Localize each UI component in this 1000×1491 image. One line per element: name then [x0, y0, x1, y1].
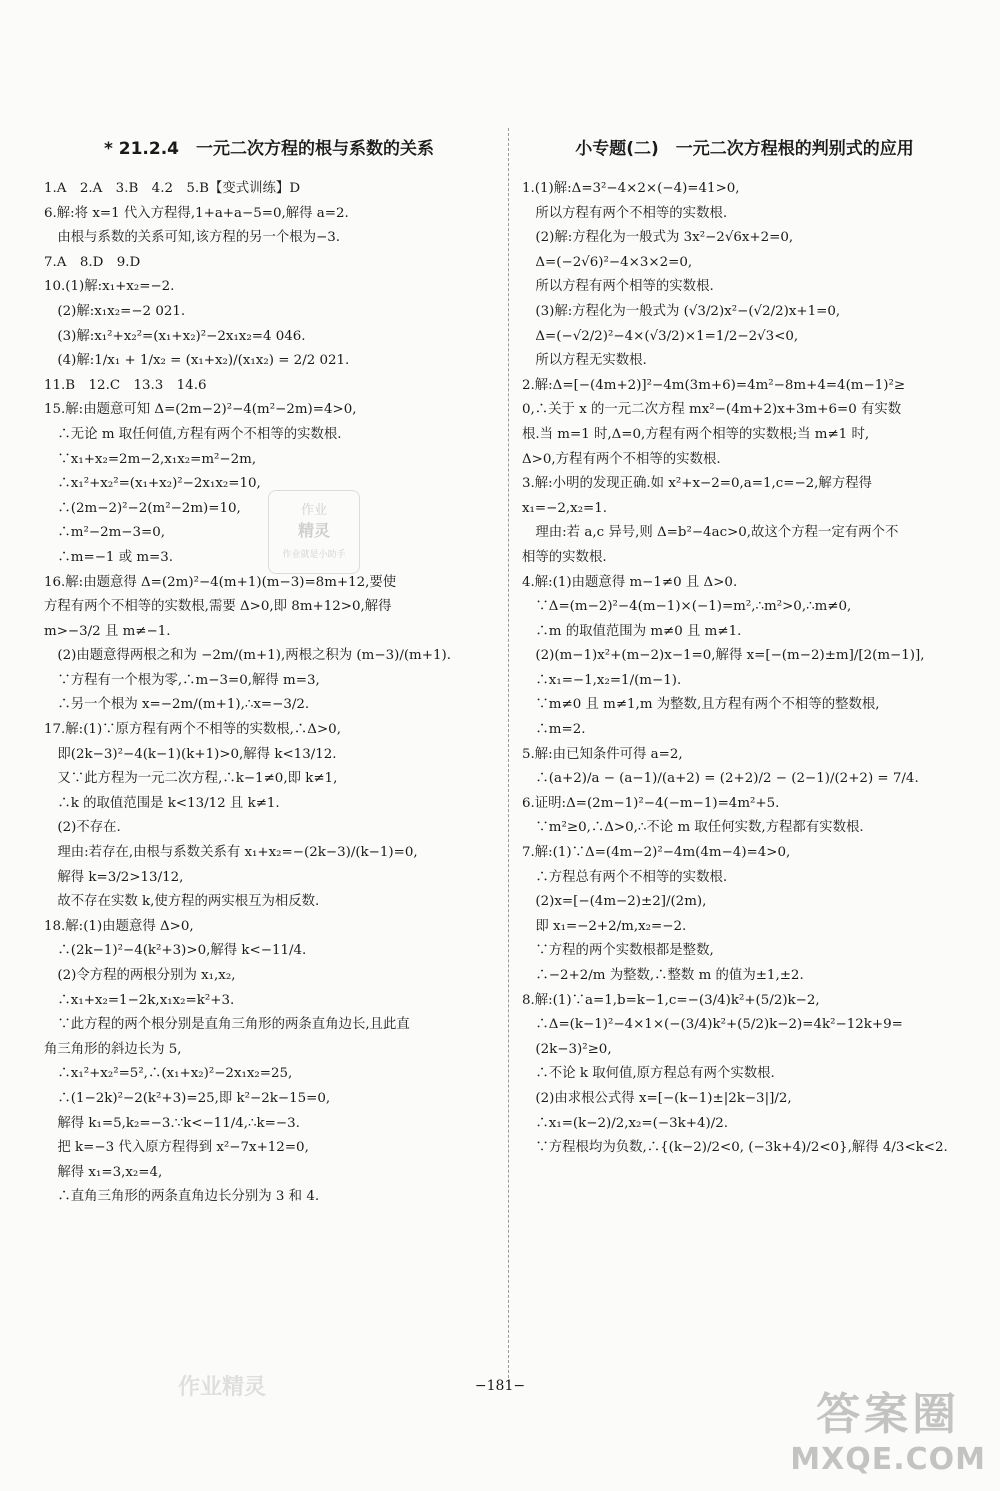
left-line: ∵方程有一个根为零,∴m−3=0,解得 m=3, — [44, 672, 320, 688]
site-watermark — [790, 1378, 986, 1477]
left-line: ∴m²−2m−3=0, — [44, 525, 166, 541]
left-line: ∵此方程的两个根分别是直角三角形的两条直角边长,且此直 — [44, 1017, 410, 1033]
left-line: ∴x₁²+x₂²=5²,∴(x₁+x₂)²−2x₁x₂=25, — [44, 1066, 293, 1082]
section-heading-right: 小专题(二) 一元二次方程根的判别式的应用 — [575, 139, 914, 159]
right-line: (2)解:方程化为一般式为 3x²−2√6x+2=0, — [522, 230, 794, 246]
left-line: (2)不存在. — [44, 820, 121, 836]
left-line: 把 k=−3 代入原方程得到 x²−7x+12=0, — [44, 1140, 309, 1156]
right-line: (2)x=[−(4m−2)±2]/(2m), — [522, 894, 707, 910]
right-line: ∴(a+2)/a − (a−1)/(a+2) = (2+2)/2 − (2−1)/(2+2) = 7/4. — [522, 771, 919, 787]
left-line: ∴无论 m 取任何值,方程有两个不相等的实数根. — [44, 426, 342, 442]
left-line: 18.解:(1)由题意得 Δ>0, — [44, 918, 194, 934]
left-line: ∵x₁+x₂=2m−2,x₁x₂=m²−2m, — [44, 451, 257, 467]
right-line: 2.解:Δ=[−(4m+2)]²−4m(3m+6)=4m²−8m+4=4(m−1)²≥ — [522, 377, 906, 393]
right-column — [522, 128, 967, 1161]
right-line: 0,∴关于 x 的一元二次方程 mx²−(4m+2)x+3m+6=0 有实数 — [522, 402, 902, 418]
right-line: 所以方程有两个不相等的实数根. — [522, 205, 728, 221]
right-line: ∵方程的两个实数根都是整数, — [522, 943, 714, 959]
left-line: 方程有两个不相等的实数根,需要 Δ>0,即 8m+12>0,解得 — [44, 599, 392, 615]
stamp-line-1: 作业 — [300, 503, 327, 518]
left-line: 理由:若存在,由根与系数关系有 x₁+x₂=−(2k−3)/(k−1)=0, — [44, 845, 418, 861]
right-line: ∴不论 k 取何值,原方程总有两个实数根. — [522, 1066, 775, 1082]
section-heading-left: * 21.2.4 一元二次方程的根与系数的关系 — [103, 139, 435, 159]
left-answer-lines — [44, 177, 494, 1210]
right-line: (2k−3)²≥0, — [522, 1041, 612, 1057]
left-line: 11.B 12.C 13.3 14.6 — [44, 377, 207, 393]
stamp-line-2: 精灵 — [297, 521, 330, 540]
left-line: 解得 k=3/2>13/12, — [44, 869, 184, 885]
right-line: Δ=(−2√6)²−4×3×2=0, — [522, 254, 693, 270]
right-line: ∴−2+2/m 为整数,∴整数 m 的值为±1,±2. — [522, 968, 804, 983]
right-line: ∴x₁=(k−2)/2,x₂=(−3k+4)/2. — [522, 1115, 728, 1131]
right-line: (2)由求根公式得 x=[−(k−1)±|2k−3|]/2, — [522, 1090, 792, 1106]
left-line: m>−3/2 且 m≠−1. — [44, 623, 171, 639]
faint-watermark-left: 作业精灵 — [178, 1375, 267, 1400]
watermark-url: MXQE.COM — [790, 1442, 986, 1477]
watermark-title: 答案圈 — [816, 1389, 961, 1440]
left-line: (2)令方程的两根分别为 x₁,x₂, — [44, 968, 236, 983]
right-line: 所以方程无实数根. — [522, 353, 647, 369]
stamp-watermark — [268, 490, 360, 574]
right-line: 1.(1)解:Δ=3²−4×2×(−4)=41>0, — [522, 181, 740, 196]
right-answer-lines — [522, 177, 967, 1161]
left-line: 解得 k₁=5,k₂=−3.∵k<−11/4,∴k=−3. — [44, 1115, 300, 1131]
column-divider — [508, 128, 509, 1383]
right-line: 根.当 m=1 时,Δ=0,方程有两个相等的实数根;当 m≠1 时, — [522, 426, 870, 442]
stamp-line-3: 作业就是小助手 — [282, 550, 346, 560]
left-line: ∴x₁+x₂=1−2k,x₁x₂=k²+3. — [44, 992, 235, 1008]
left-line: (2)由题意得两根之和为 −2m/(m+1),两根之积为 (m−3)/(m+1). — [44, 648, 451, 664]
left-line: ∴直角三角形的两条直角边长分别为 3 和 4. — [44, 1189, 320, 1205]
left-line: 故不存在实数 k,使方程的两实根互为相反数. — [44, 894, 320, 910]
left-line: ∴(2k−1)²−4(k²+3)>0,解得 k<−11/4. — [44, 943, 307, 959]
right-line: ∴x₁=−1,x₂=1/(m−1). — [522, 672, 682, 688]
right-line: ∵m²≥0,∴Δ>0,∴不论 m 取任何实数,方程都有实数根. — [522, 820, 864, 836]
left-line: (4)解:1/x₁ + 1/x₂ = (x₁+x₂)/(x₁x₂) = 2/2 021. — [44, 353, 350, 369]
left-line: 由根与系数的关系可知,该方程的另一个根为−3. — [44, 230, 341, 246]
left-line: 又∵此方程为一元二次方程,∴k−1≠0,即 k≠1, — [44, 771, 338, 787]
left-line: ∴另一个根为 x=−2m/(m+1),∴x=−3/2. — [44, 697, 310, 713]
left-column — [44, 128, 494, 1210]
right-line: 6.证明:Δ=(2m−1)²−4(−m−1)=4m²+5. — [522, 795, 780, 811]
page-number: −181− — [474, 1378, 526, 1394]
right-line: (2)(m−1)x²+(m−2)x−1=0,解得 x=[−(m−2)±m]/[2(m−1)], — [522, 648, 925, 664]
left-line: 解得 x₁=3,x₂=4, — [44, 1164, 163, 1180]
right-line: 5.解:由已知条件可得 a=2, — [522, 746, 683, 762]
right-line: 相等的实数根. — [522, 549, 607, 565]
left-line: 角三角形的斜边长为 5, — [44, 1041, 182, 1057]
right-line: 所以方程有两个相等的实数根. — [522, 279, 714, 295]
right-line: ∴m=2. — [522, 722, 586, 738]
left-line: ∴x₁²+x₂²=(x₁+x₂)²−2x₁x₂=10, — [44, 476, 261, 492]
left-line: ∴m=−1 或 m=3. — [44, 549, 174, 565]
left-line: 6.解:将 x=1 代入方程得,1+a+a−5=0,解得 a=2. — [44, 205, 349, 221]
right-line: 4.解:(1)由题意得 m−1≠0 且 Δ>0. — [522, 574, 738, 590]
right-line: ∵Δ=(m−2)²−4(m−1)×(−1)=m²,∴m²>0,∴m≠0, — [522, 599, 852, 615]
left-line: ∴(1−2k)²−2(k²+3)=25,即 k²−2k−15=0, — [44, 1090, 331, 1106]
left-line: (2)解:x₁x₂=−2 021. — [44, 303, 186, 319]
right-line: 理由:若 a,c 异号,则 Δ=b²−4ac>0,故这个方程一定有两个不 — [522, 525, 899, 541]
left-line: 16.解:由题意得 Δ=(2m)²−4(m+1)(m−3)=8m+12,要使 — [44, 574, 397, 590]
left-line: 17.解:(1)∵原方程有两个不相等的实数根,∴Δ>0, — [44, 722, 341, 738]
left-line: 15.解:由题意可知 Δ=(2m−2)²−4(m²−2m)=4>0, — [44, 402, 357, 418]
right-line: Δ>0,方程有两个不相等的实数根. — [522, 451, 721, 467]
right-line: ∴Δ=(k−1)²−4×1×(−(3/4)k²+(5/2)k−2)=4k²−12k+9= — [522, 1017, 903, 1033]
right-line: x₁=−2,x₂=1. — [522, 500, 608, 516]
right-line: ∴方程总有两个不相等的实数根. — [522, 869, 728, 885]
left-line: ∴k 的取值范围是 k<13/12 且 k≠1. — [44, 795, 280, 811]
left-line: 7.A 8.D 9.D — [44, 254, 141, 270]
right-line: 8.解:(1)∵a=1,b=k−1,c=−(3/4)k²+(5/2)k−2, — [522, 992, 820, 1008]
right-line: ∵m≠0 且 m≠1,m 为整数,且方程有两个不相等的整数根, — [522, 697, 880, 713]
right-line: Δ=(−√2/2)²−4×(√3/2)×1=1/2−2√3<0, — [522, 328, 799, 344]
right-line: ∵方程根均为负数,∴{(k−2)/2<0, (−3k+4)/2<0},解得 4/3<k<2. — [522, 1140, 948, 1156]
left-line: 即(2k−3)²−4(k−1)(k+1)>0,解得 k<13/12. — [44, 746, 337, 762]
right-line: 7.解:(1)∵Δ=(4m−2)²−4m(4m−4)=4>0, — [522, 845, 791, 861]
right-line: 即 x₁=−2+2/m,x₂=−2. — [522, 918, 687, 934]
left-line: (3)解:x₁²+x₂²=(x₁+x₂)²−2x₁x₂=4 046. — [44, 328, 306, 344]
right-line: 3.解:小明的发现正确.如 x²+x−2=0,a=1,c=−2,解方程得 — [522, 476, 872, 492]
left-line: ∴(2m−2)²−2(m²−2m)=10, — [44, 500, 241, 516]
right-line: ∴m 的取值范围为 m≠0 且 m≠1. — [522, 623, 742, 639]
left-line: 10.(1)解:x₁+x₂=−2. — [44, 279, 175, 295]
left-line: 1.A 2.A 3.B 4.2 5.B【变式训练】D — [44, 181, 301, 196]
right-line: (3)解:方程化为一般式为 (√3/2)x²−(√2/2)x+1=0, — [522, 303, 841, 319]
